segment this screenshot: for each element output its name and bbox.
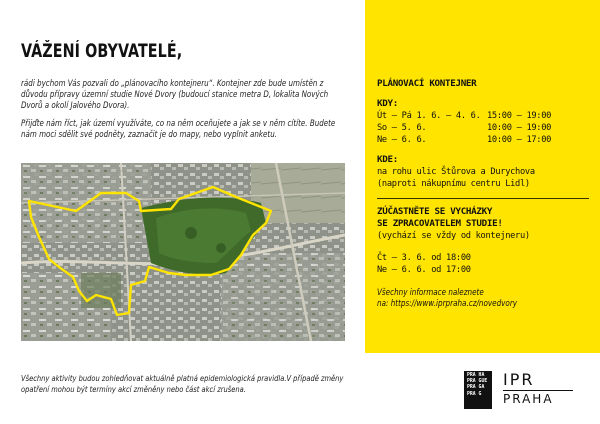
footer-note: Všechny aktivity budou zohledňovat aktuálně platná epidemiologická pravidla.V případě změny opatření mohou být termíny akcí změněny nebo část akcí zrušena. xyxy=(21,373,344,395)
walk-heading-1: ZÚČASTNĚTE SE VYCHÁZKY xyxy=(377,206,493,218)
schedule-row xyxy=(377,122,592,134)
info-line-1: Všechny informace naleznete xyxy=(377,286,484,297)
schedule-time: 10:00 – 17:00 xyxy=(487,135,552,146)
praha-logo-row-2: PRA GUE xyxy=(467,379,488,385)
panel-divider xyxy=(377,198,589,199)
ipr-logo-top: IPR xyxy=(503,370,535,389)
where-line-2: (naproti nákupnímu centru Lidl) xyxy=(377,178,530,189)
schedule-time: 10:00 – 19:00 xyxy=(487,123,552,134)
walk-date-2: Ne – 6. 6. od 17:00 xyxy=(377,265,471,276)
schedule-days: So – 5. 6. xyxy=(377,123,427,134)
info-panel-content xyxy=(377,78,592,309)
praha-logo-row-3: PRA GA xyxy=(467,385,485,391)
where-heading: KDE: xyxy=(377,153,398,165)
schedule-days: Út – Pá 1. 6. – 4. 6. xyxy=(377,111,481,121)
intro-paragraph-2: Přijďte nám říct, jak území využíváte, co na něm oceňujete a jak se v něm cítíte. Budete nám moci sdělit své podněty, zaznačit je do mapy, nebo vyplnit anketu. xyxy=(21,118,336,140)
ipr-logo-rule xyxy=(503,390,573,391)
schedule-time: 15:00 – 19:00 xyxy=(487,111,552,121)
praha-logo xyxy=(464,371,492,409)
schedule-row xyxy=(377,134,592,146)
ipr-logo-bottom: PRAHA xyxy=(503,392,554,406)
praha-logo-row-1: PRA HA xyxy=(467,373,485,378)
praha-logo-row-4: PRA G xyxy=(467,391,482,397)
schedule-row xyxy=(377,110,592,122)
aerial-map xyxy=(21,163,345,341)
aerial-map-image xyxy=(21,163,345,341)
page-title: VÁŽENÍ OBYVATELÉ, xyxy=(21,41,183,62)
info-panel xyxy=(365,0,600,353)
walk-note: (vychází se vždy od kontejneru) xyxy=(377,231,530,242)
where-line-1: na rohu ulic Štůrova a Durychova xyxy=(377,166,535,177)
walk-heading-2: SE ZPRACOVATELEM STUDIE! xyxy=(377,218,503,230)
panel-title: PLÁNOVACÍ KONTEJNER xyxy=(377,78,477,89)
info-link[interactable]: na: https://www.iprpraha.cz/novedvory xyxy=(377,297,518,308)
intro-text xyxy=(21,79,349,147)
when-heading: KDY: xyxy=(377,98,398,109)
ipr-praha-logo xyxy=(503,370,579,410)
walk-date-1: Čt – 3. 6. od 18:00 xyxy=(377,253,471,264)
intro-paragraph-1: rádi bychom Vás pozvali do „plánovacího kontejneru“. Kontejner zde bude umístěn z důvodu přípravy územní studie Nové Dvory (budoucí stanice metra D, lokalita Nových Dvorů a okolí Jalového Dvora). xyxy=(21,79,329,112)
schedule-days: Ne – 6. 6. xyxy=(377,135,427,146)
